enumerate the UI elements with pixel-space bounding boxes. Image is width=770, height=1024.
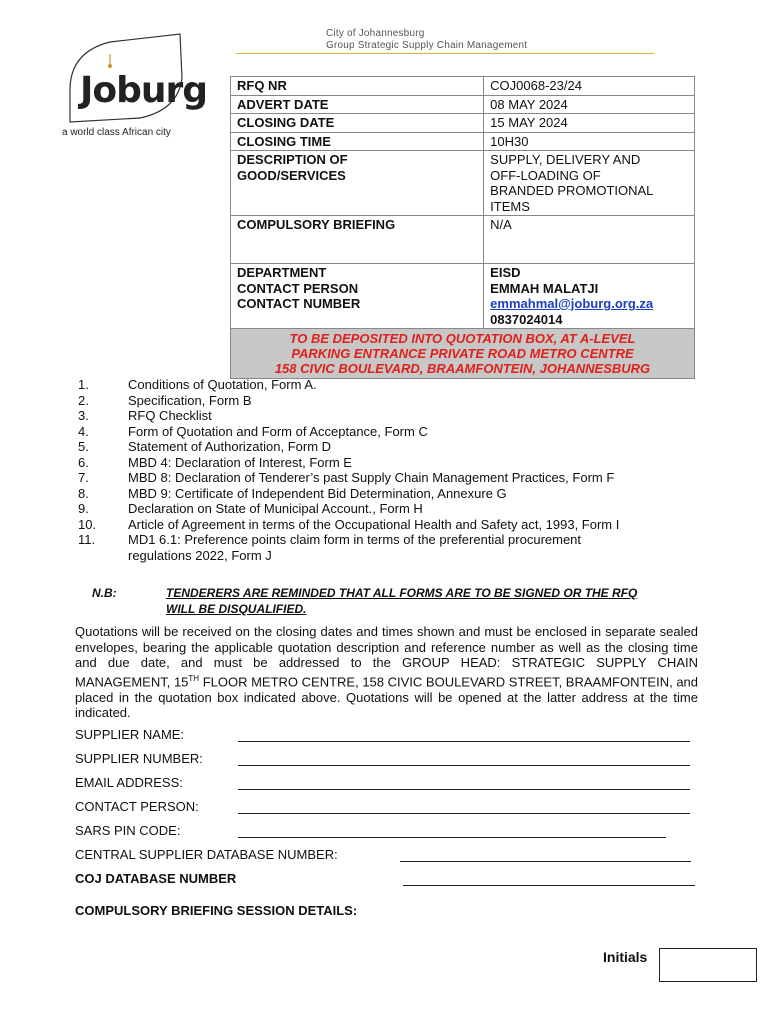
- list-item-number: 5.: [78, 439, 89, 454]
- contact-phone-value: 0837024014: [490, 311, 563, 327]
- instructions-paragraph: [75, 624, 698, 721]
- table-row: [231, 329, 695, 379]
- forms-list: [78, 377, 748, 563]
- contact-person-value: EMMAH MALATJI: [490, 280, 599, 296]
- supplier-name-field[interactable]: [238, 741, 690, 742]
- list-item: [78, 517, 748, 533]
- paragraph-superscript: TH: [188, 673, 200, 683]
- list-item-text: MBD 4: Declaration of Interest, Form E: [128, 454, 352, 470]
- list-item: [78, 501, 748, 517]
- briefing-value: N/A: [484, 216, 695, 264]
- logo-tagline: a world class African city: [62, 127, 171, 138]
- header-dept: Group Strategic Supply Chain Management: [326, 40, 528, 51]
- sars-pin-field[interactable]: [238, 837, 666, 838]
- deposit-line-1: TO BE DEPOSITED INTO QUOTATION BOX, AT A-LEVEL: [289, 331, 636, 346]
- list-item: [78, 486, 748, 502]
- contact-values: [484, 264, 695, 329]
- sars-pin-label: SARS PIN CODE:: [75, 823, 181, 838]
- nb-label: N.B:: [92, 586, 117, 600]
- list-item-number: 10.: [78, 516, 97, 532]
- table-row: [231, 151, 695, 216]
- list-item: [78, 439, 748, 455]
- paragraph-part-2: FLOOR METRO CENTRE, 158 CIVIC BOULEVARD STREET, BRAAMFONTEIN, and placed in the quotation box indicated above. Quotations will be opened at the latter address at the time indicated.: [75, 674, 699, 721]
- list-item-number: 6.: [78, 454, 89, 470]
- list-item-number: 4.: [78, 423, 89, 439]
- joburg-logo: [60, 30, 208, 140]
- deposit-line-2: PARKING ENTRANCE PRIVATE ROAD METRO CENTRE: [291, 346, 634, 361]
- closing-date-value: 15 MAY 2024: [484, 114, 695, 133]
- list-item-number: 11.: [78, 532, 96, 547]
- advert-date-label: ADVERT DATE: [231, 95, 484, 114]
- list-item: [78, 393, 748, 409]
- table-row: [231, 114, 695, 133]
- supplier-number-label: SUPPLIER NUMBER:: [75, 751, 203, 766]
- description-label: [231, 151, 484, 216]
- list-item: [78, 377, 748, 393]
- list-item-number: 1.: [78, 377, 89, 392]
- table-row: [231, 132, 695, 151]
- paragraph-part-1: Quotations will be received on the closing dates and times shown and must be enclosed in separate sealed envelopes, bearing the applicable quotation description and reference number as well as the closing time and due date, and must be addressed to the GROUP HEAD: STRATEGIC SUPPLY CHAIN MANAGEMENT, 15: [75, 624, 698, 690]
- list-item-text: Form of Quotation and Form of Acceptance, Form C: [128, 423, 428, 439]
- list-item-text: MD1 6.1: Preference points claim form in terms of the preferential procurement regulations 2022, Form J: [128, 532, 582, 563]
- csd-number-label: CENTRAL SUPPLIER DATABASE NUMBER:: [75, 847, 338, 862]
- contact-labels: [231, 264, 484, 329]
- closing-time-label: CLOSING TIME: [231, 132, 484, 151]
- contact-number-label: CONTACT NUMBER: [237, 296, 361, 311]
- list-item: [78, 408, 748, 424]
- header-rule: [236, 53, 654, 54]
- table-row: [231, 95, 695, 114]
- list-item: [78, 532, 748, 563]
- contact-email-link[interactable]: emmahmal@joburg.org.za: [490, 296, 654, 311]
- email-address-field[interactable]: [238, 789, 690, 790]
- list-item-number: 2.: [78, 392, 89, 408]
- coj-database-label: COJ DATABASE NUMBER: [75, 871, 237, 886]
- description-label-text: DESCRIPTION OF GOOD/SERVICES: [237, 152, 348, 183]
- contact-person-label: CONTACT PERSON: [237, 280, 359, 296]
- list-item-text: Conditions of Quotation, Form A.: [128, 377, 317, 392]
- contact-person-field[interactable]: [238, 813, 690, 814]
- list-item-text: Declaration on State of Municipal Account., Form H: [128, 501, 423, 516]
- list-item-number: 9.: [78, 501, 89, 516]
- initials-label: Initials: [603, 949, 648, 965]
- initials-box[interactable]: [659, 948, 757, 982]
- list-item-text: MBD 8: Declaration of Tenderer’s past Supply Chain Management Practices, Form F: [128, 470, 615, 485]
- briefing-label: COMPULSORY BRIEFING: [231, 216, 484, 264]
- rfq-details-table: [230, 76, 695, 379]
- header-org: City of Johannesburg: [326, 28, 425, 39]
- table-row: [231, 264, 695, 329]
- supplier-name-label: SUPPLIER NAME:: [75, 727, 185, 742]
- advert-date-value: 08 MAY 2024: [484, 95, 695, 114]
- supplier-number-field[interactable]: [238, 765, 690, 766]
- closing-time-value: 10H30: [484, 132, 695, 151]
- csd-number-field[interactable]: [400, 861, 691, 862]
- list-item-number: 8.: [78, 485, 89, 501]
- list-item: [78, 455, 748, 471]
- nb-warning: TENDERERS ARE REMINDED THAT ALL FORMS ARE TO BE SIGNED OR THE RFQ WILL BE DISQUALIFIED.: [166, 586, 638, 616]
- deposit-line-3: 158 CIVIC BOULEVARD, BRAAMFONTEIN, JOHANNESBURG: [274, 361, 651, 376]
- rfq-nr-label: RFQ NR: [231, 77, 484, 96]
- contact-person-field-label: CONTACT PERSON:: [75, 799, 199, 814]
- description-value-text: SUPPLY, DELIVERY AND OFF-LOADING OF BRANDED PROMOTIONAL ITEMS: [490, 152, 653, 214]
- deposit-instructions: [231, 329, 695, 379]
- department-label: DEPARTMENT: [237, 265, 327, 280]
- list-item-number: 7.: [78, 470, 89, 485]
- list-item: [78, 424, 748, 440]
- list-item-text: Specification, Form B: [128, 392, 252, 408]
- list-item-number: 3.: [78, 408, 89, 423]
- list-item: [78, 470, 748, 486]
- logo-wordmark: Joburg: [80, 70, 208, 111]
- list-item-text: RFQ Checklist: [128, 408, 212, 423]
- table-row: [231, 216, 695, 264]
- email-address-label: EMAIL ADDRESS:: [75, 775, 183, 790]
- table-row: [231, 77, 695, 96]
- list-item-text: MBD 9: Certificate of Independent Bid Determination, Annexure G: [128, 485, 507, 501]
- list-item-text: Statement of Authorization, Form D: [128, 439, 332, 454]
- rfq-nr-value: COJ0068-23/24: [484, 77, 695, 96]
- list-item-text: Article of Agreement in terms of the Occupational Health and Safety act, 1993, Form I: [128, 516, 620, 532]
- coj-database-field[interactable]: [403, 885, 695, 886]
- closing-date-label: CLOSING DATE: [231, 114, 484, 133]
- briefing-session-heading: COMPULSORY BRIEFING SESSION DETAILS:: [75, 903, 358, 918]
- description-value: [484, 151, 695, 216]
- department-value: EISD: [490, 265, 521, 280]
